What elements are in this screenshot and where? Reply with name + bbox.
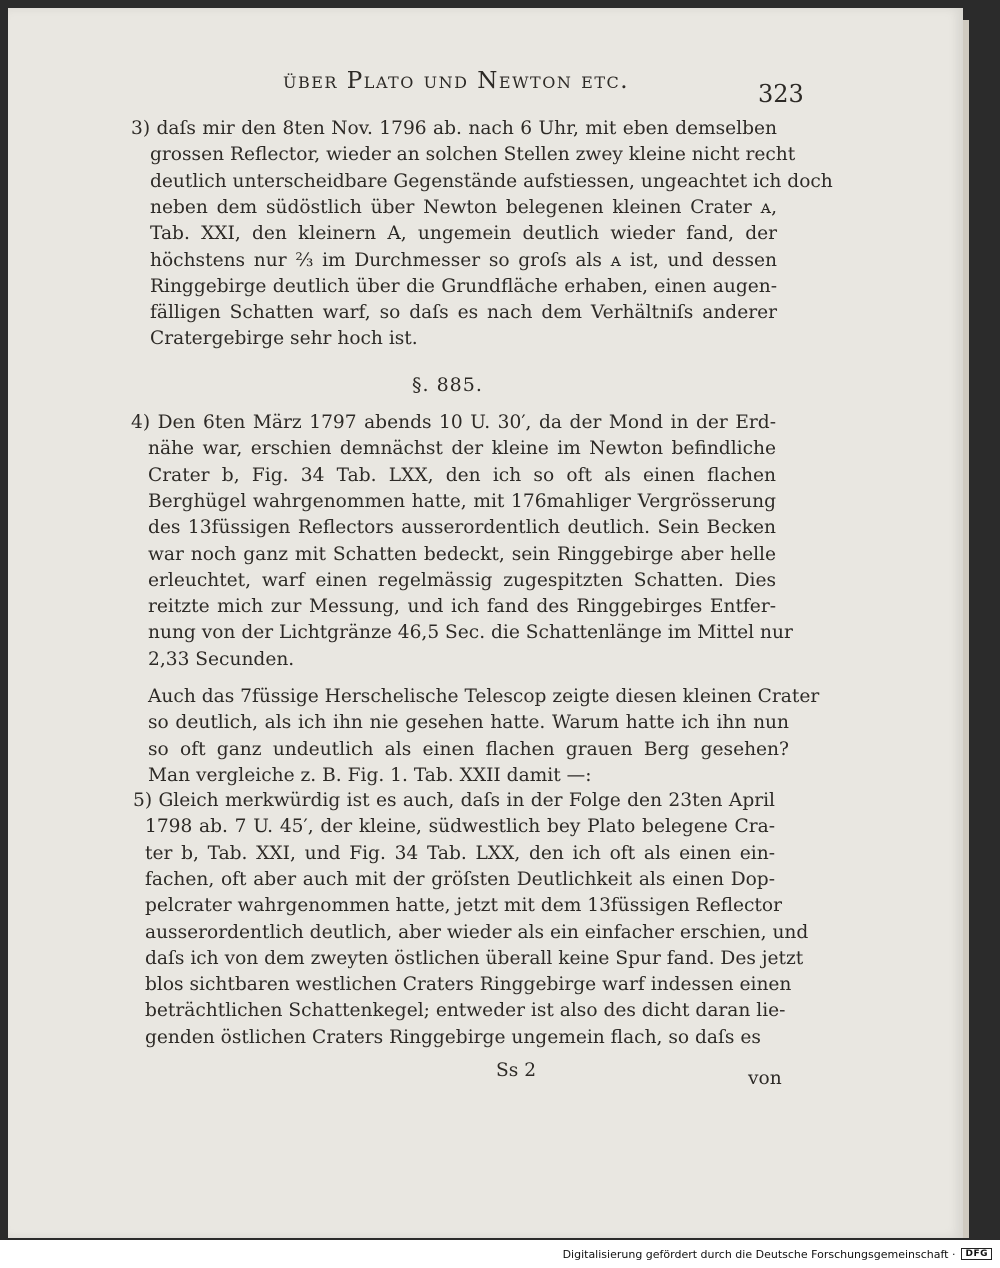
page-number: 323 bbox=[758, 80, 804, 108]
para3-line: Tab. XXI, den kleinern A, ungemein deutlich wieder fand, der bbox=[150, 223, 777, 245]
para4-line: Berghügel wahrgenommen hatte, mit 176mahliger Vergrösserung bbox=[148, 490, 776, 512]
signature-mark: Ss 2 bbox=[496, 1060, 537, 1081]
section-heading: §. 885. bbox=[412, 374, 483, 396]
para4b-line: Auch das 7füssige Herschelische Telescop zeigte diesen kleinen Crater bbox=[148, 686, 820, 707]
para3-line: deutlich unterscheidbare Gegenstände aufstiessen, ungeachtet ich doch bbox=[150, 170, 833, 192]
para4-line: 4) Den 6ten März 1797 abends 10 U. 30′, da der Mond in der Erd- bbox=[131, 412, 776, 433]
para4-line: des 13füssigen Reflectors ausserordentlich deutlich. Sein Becken bbox=[148, 517, 776, 539]
para4-line: nähe war, erschien demnächst der kleine im Newton befindliche bbox=[148, 438, 776, 460]
para5-line: daſs ich von dem zweyten östlichen überall keine Spur fand. Des jetzt bbox=[145, 947, 804, 969]
para3-line: grossen Reflector, wieder an solchen Stellen zwey kleine nicht recht bbox=[150, 144, 796, 166]
para4b-line: Man vergleiche z. B. Fig. 1. Tab. XXII damit —: bbox=[148, 764, 592, 786]
para5-line: ausserordentlich deutlich, aber wieder als ein einfacher erschien, und bbox=[145, 921, 809, 943]
dfg-logo: DFG bbox=[961, 1248, 992, 1260]
para5-line: 5) Gleich merkwürdig ist es auch, daſs in der Folge den 23ten April bbox=[133, 790, 775, 811]
para4-line: war noch ganz mit Schatten bedeckt, sein Ringgebirge aber helle bbox=[148, 543, 776, 565]
para4-line: erleuchtet, warf einen regelmässig zugespitzten Schatten. Dies bbox=[148, 569, 776, 591]
para3-line: höchstens nur ⅔ im Durchmesser so groſs als ᴀ ist, und dessen bbox=[150, 249, 777, 271]
para3-line: 3) daſs mir den 8ten Nov. 1796 ab. nach 6 Uhr, mit eben demselben bbox=[131, 118, 777, 139]
para4-line: nung von der Lichtgränze 46,5 Sec. die Schattenlänge im Mittel nur bbox=[148, 622, 793, 644]
para4-line: 2,33 Secunden. bbox=[148, 648, 295, 670]
para4b-line: so deutlich, als ich ihn nie gesehen hatte. Warum hatte ich ihn nun bbox=[148, 712, 789, 734]
para5-line: 1798 ab. 7 U. 45′, der kleine, südwestlich bey Plato belegene Cra- bbox=[145, 816, 775, 838]
para3-line: Cratergebirge sehr hoch ist. bbox=[150, 328, 418, 350]
para4-line: Crater b, Fig. 34 Tab. LXX, den ich so oft als einen flachen bbox=[148, 464, 776, 486]
para5-line: fachen, oft aber auch mit der gröſsten Deutlichkeit als einen Dop- bbox=[145, 868, 775, 890]
digitization-footer bbox=[0, 1240, 1000, 1268]
para5-line: genden östlichen Craters Ringgebirge ungemein flach, so daſs es bbox=[145, 1026, 761, 1048]
para5-line: pelcrater wahrgenommen hatte, jetzt mit dem 13füssigen Reflector bbox=[145, 895, 782, 917]
para4b-line: so oft ganz undeutlich als einen flachen grauen Berg gesehen? bbox=[148, 738, 789, 760]
footer-text: Digitalisierung gefördert durch die Deutsche Forschungsgemeinschaft · bbox=[562, 1247, 956, 1261]
para5-line: beträchtlichen Schattenkegel; entweder ist also des dicht daran lie- bbox=[145, 1000, 786, 1022]
para4-line: reitzte mich zur Messung, und ich fand des Ringgebirges Entfer- bbox=[148, 596, 776, 618]
catchword: von bbox=[748, 1068, 782, 1089]
running-title: über Plato und Newton etc. bbox=[283, 68, 630, 94]
para3-line: fälligen Schatten warf, so daſs es nach dem Verhältniſs anderer bbox=[150, 302, 777, 324]
para5-line: blos sichtbaren westlichen Craters Ringgebirge warf indessen einen bbox=[145, 974, 792, 996]
page-edge bbox=[963, 20, 969, 1238]
para3-line: neben dem südöstlich über Newton belegenen kleinen Crater ᴀ, bbox=[150, 196, 777, 218]
para5-line: ter b, Tab. XXI, und Fig. 34 Tab. LXX, den ich oft als einen ein- bbox=[145, 842, 775, 864]
para3-line: Ringgebirge deutlich über die Grundfläche erhaben, einen augen- bbox=[150, 275, 777, 297]
